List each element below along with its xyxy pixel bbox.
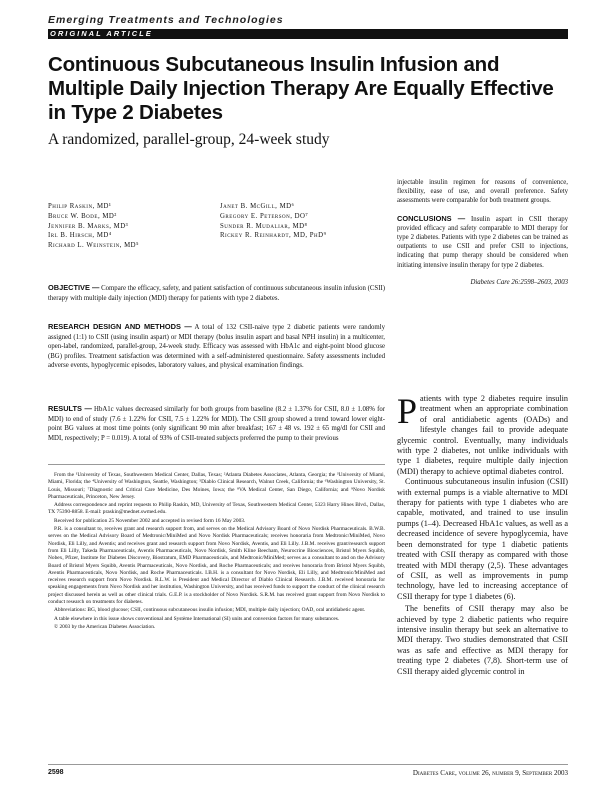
disclosure-note: P.R. is a consultant to, receives grant and research support from, and serves on the Medical Advisory Board of Novo Nordisk Pharmaceuticals. B.W.B. serves on the Medical Advisory Board of Medtronic/MiniMed and Novo Nordisk Pharmaceuticals; receives honoraria from Medtronic/MiniMed, Novo Nordisk, Eli Lilly, and Aventis; and receives grant and research support from Novo Nordisk, Aventis, and Eli Lilly. J.B.M. receives grant/research support from Eli Lilly, Takeda Pharmaceuticals, Aventis Pharmaceuticals, Novo Nordisk, Smith Kline Beecham, Neurocrine Biosciences, Bristol Myers Squibb, Nobex, Pfizer, Institute for Diabetes Discovery, Biostratum, EMD Pharmaceuticals, and Medtronic/MiniMed; serves as a consultant to and on the Advisory Board of Bristol Myers Squibb, Aventis Pharmaceuticals, Novo Nordisk, and Roche Pharmaceuticals; and receives honoraria from Bristol Myers Squibb, Aventis Pharmaceuticals, Novo Nordisk, and Roche Pharmaceuticals. I.B.H. is a consultant for Novo Nordisk, Eli Lilly, and Medtronic/MiniMed and receives research support from Novo Nordisk. R.L.W. is President and Medical Director of Diablo Clinical Research. J.B.M. received honoraria for speaking engagements from Novo Nordisk and her institution, Washington University, and has received funds to support the conduct of the clinical research project discussed herein as well as other clinical trials. G.E.P. is a stockholder of Novo Nordisk. S.R.M. has received grant support from Novo Nordisk to conduct research on treatments for diabetes. <box>48 526 385 606</box>
body-text <box>397 391 568 677</box>
methods-text: A total of 132 CSII-naive type 2 diabetic patients were randomly assigned (1:1) to CSII (using insulin aspart) or MDI therapy (bolus insulin aspart and basal NPH insulin) in a multicenter, open-label, randomized, parallel-group, 24-week study. Efficacy was assessed with HbA1c and eight-point blood glucose (BG) profiles. Treatment satisfaction was determined with a self-administered questionnaire. Safety assessments included adverse events, hypoglycemic episodes, laboratory values, and physical examination findings. <box>48 324 386 370</box>
author: Gregory E. Peterson, DO⁷ <box>220 212 309 220</box>
footnotes <box>48 472 385 632</box>
units-note: A table elsewhere in this issue shows conventional and Système International (SI) units and conversion factors for many substances. <box>54 615 340 622</box>
objective-label: OBJECTIVE — <box>48 283 100 292</box>
copyright-note: © 2003 by the American Diabetes Association. <box>54 623 156 630</box>
article-title: Continuous Subcutaneous Insulin Infusion and Multiple Daily Injection Therapy Are Equally Effective in Type 2 Diabetes <box>48 53 554 124</box>
author: Richard L. Weinstein, MD⁵ <box>48 242 139 250</box>
journal-issue: Diabetes Care, volume 26, number 9, September 2003 <box>412 769 568 777</box>
body-paragraph: Patients with type 2 diabetes require insulin treatment when an appropriate combination of oral antidiabetic agents (OADs) and lifestyle changes fail to provide adequate glycemic control. Eventually, many individuals with type 2 diabetes, not unlike individuals with type 1 diabetes, require multiple daily injection (MDI) therapy to achieve optimal diabetes control. <box>397 391 568 476</box>
author: Jennifer B. Marks, MD³ <box>48 222 129 230</box>
author: Sunder R. Mudaliar, MD⁸ <box>220 222 308 230</box>
article-type-band: ORIGINAL ARTICLE <box>48 29 568 39</box>
results-label: RESULTS — <box>48 404 92 413</box>
author: Irl B. Hirsch, MD⁴ <box>48 232 112 240</box>
methods-label: RESEARCH DESIGN AND METHODS — <box>48 322 192 331</box>
page-footer <box>48 764 568 777</box>
conclusions-text: Insulin aspart in CSII therapy provided efficacy and safety comparable to MDI therapy for type 2 diabetes. Patients with type 2 diabetes can be trained as outpatients to use CSII and prefer CSII to injections, indicating that pump therapy should be considered when initiating intensive insulin therapy for type 2 diabetes. <box>397 215 569 269</box>
author-column-2 <box>220 202 390 241</box>
objective-text: Compare the efficacy, safety, and patient satisfaction of continuous subcutaneous insulin infusion (CSII) therapy with multiple daily injection (MDI) therapy for patients with type 2 diabetes. <box>48 285 385 302</box>
footnote-divider <box>48 464 385 465</box>
abstract-results <box>48 404 385 443</box>
results-text: HbA1c values decreased similarly for both groups from baseline (8.2 ± 1.37% for CSII, 8.0 ± 1.08% for MDI) to end of study (7.6 ± 1.22% for CSII, 7.5 ± 1.22% for MDI). The CSII group showed a trend toward lower eight-point BG values at most time points (only significant 90 min after breakfast; 167 ± 48 vs. 192 ± 65 mg/dl for CSII and MDI, respectively; P = 0.019). A total of 93% of CSII-treated subjects preferred the pump to their previous <box>48 406 386 442</box>
abstract-methods <box>48 322 385 371</box>
drop-cap: P <box>397 391 418 431</box>
body-paragraph: Continuous subcutaneous insulin infusion (CSII) with external pumps is a viable alternative to MDI therapy for patients with type 1 diabetes who are capable, motivated, and trained to use insulin pumps (1–4). Decreased HbA1c values, as well as a decreased incidence of severe hypoglycemia, have been demonstrated for type 1 diabetic patients treated with CSII therapy as compared with those treated with MDI therapy (2,5). These advantages of CSII, as well as improvements in pump technology, have led to increasing acceptance of CSII therapy for type 1 diabetes (6). <box>397 477 568 601</box>
author: Janet B. McGill, MD⁶ <box>220 203 295 210</box>
article-page <box>48 14 569 676</box>
page-number: 2598 <box>48 769 64 776</box>
author: Bruce W. Bode, MD² <box>48 212 117 220</box>
body-paragraph: The benefits of CSII therapy may also be achieved by type 2 diabetic patients who require intensive insulin therapy but seek an alternative to MDI therapy. Two studies demonstrated that CSII was as safe and effective as MDI therapy for treating type 2 diabetes (7,8). Short-term use of CSII therapy aided glycemic control in <box>397 604 568 676</box>
received-note: Received for publication 25 November 2002 and accepted in revised form 16 May 2003. <box>54 517 246 524</box>
journal-citation: Diabetes Care 26:2598–2603, 2003 <box>470 278 568 286</box>
abbreviations-note: Abbreviations: BG, blood glucose; CSII, continuous subcutaneous insulin infusion; MDI, multiple daily injection; OAD, oral antidiabetic agent. <box>54 607 366 614</box>
correspondence-note: Address correspondence and reprint requests to Philip Raskin, MD, University of Texas, Southwestern Medical Center, 5323 Harry Hines Blvd., Dallas, TX 75390-8858. E-mail: praskin@mednet.swmed.edu. <box>48 502 385 516</box>
article-subtitle: A randomized, parallel-group, 24-week study <box>48 131 330 148</box>
section-heading: Emerging Treatments and Technologies <box>48 14 284 26</box>
author: Philip Raskin, MD¹ <box>48 203 112 210</box>
abstract-objective <box>48 283 385 303</box>
conclusions-label: CONCLUSIONS — <box>397 213 466 223</box>
affiliations-note: From the ¹University of Texas, Southwestern Medical Center, Dallas, Texas; ²Atlanta Diabetes Associates, Atlanta, Georgia; the ³University of Miami, Miami, Florida; the ⁴University of Washington, Seattle, Washington; ⁵Diablo Clinical Research, Walnut Creek, California; the ⁶Washington University, St. Louis, Missouri; ⁷Diagnostic and Critical Care Medicine, Des Moines, Iowa; the ⁸VA Medical Center, San Diego, California; and ⁹Novo Nordisk Pharmaceuticals, Princeton, New Jersey. <box>48 472 385 500</box>
author-column-1 <box>48 202 218 251</box>
author: Rickey R. Reinhardt, MD, PhD⁹ <box>220 232 327 240</box>
conclusions-paragraph <box>397 214 568 270</box>
results-continued: injectable insulin regimen for reasons of convenience, flexibility, ease of use, and overall preference. Safety assessments were comparable for both treatment groups. <box>397 179 568 205</box>
abstract-continuation <box>397 178 568 287</box>
